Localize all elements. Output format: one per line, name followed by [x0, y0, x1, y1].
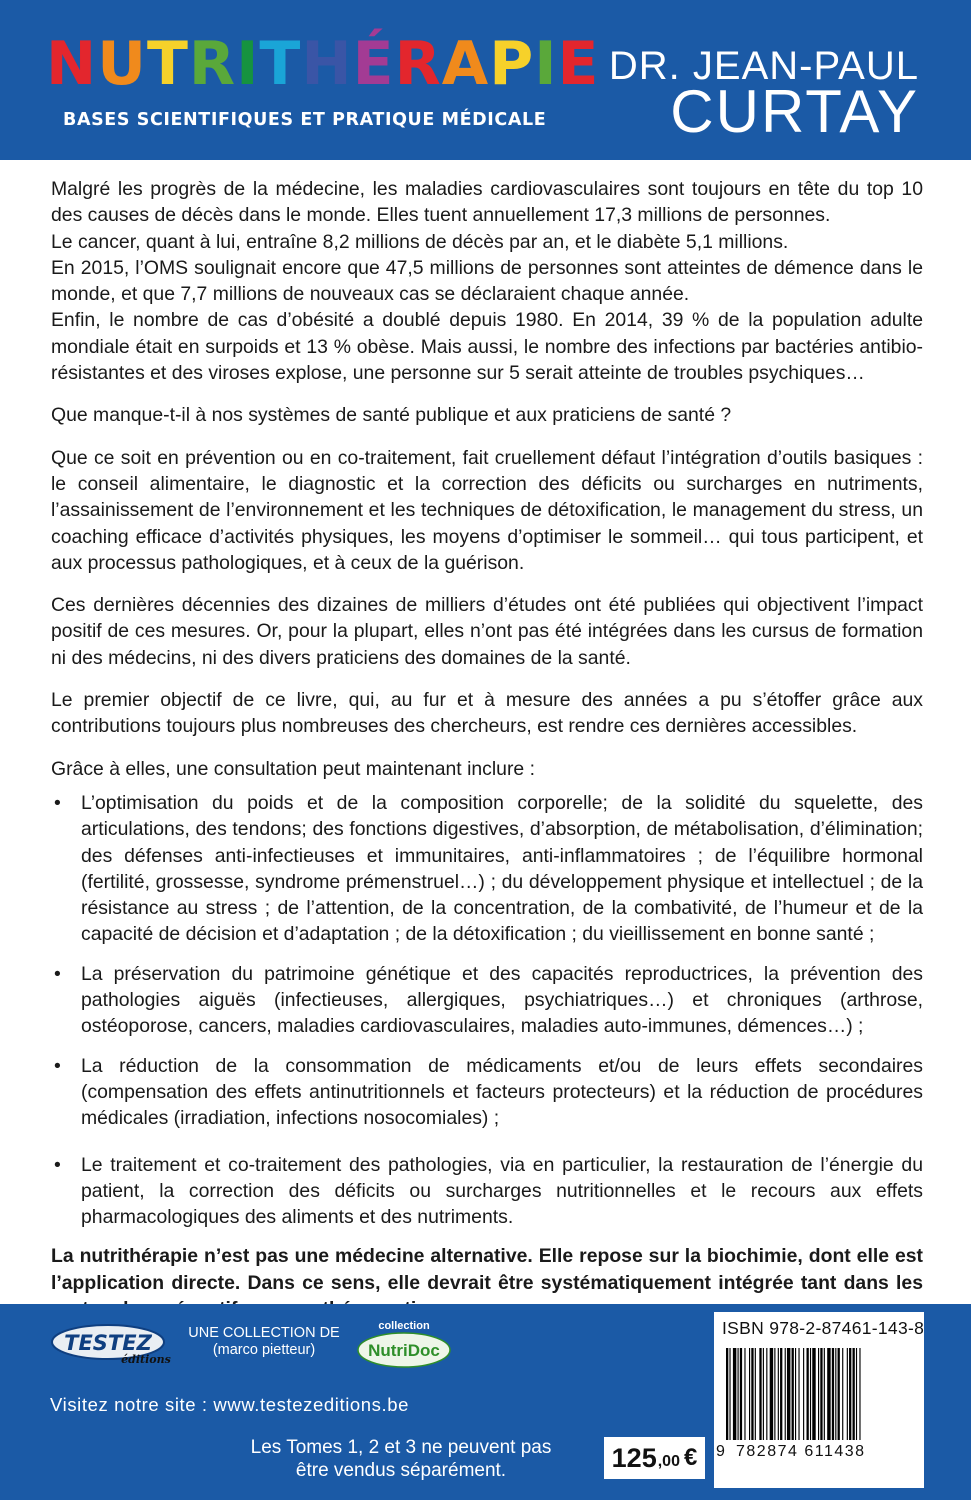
- euro-icon: €: [683, 1444, 698, 1471]
- list-item-text: Le traitement et co-traitement des pathologies, via en particulier, la restauration de l’énergie du patient, la correction des déficits ou surcharges nutritionnelles et le recours aux effets pharmacologiques des aliments et des nutriments.: [81, 1153, 923, 1229]
- isbn-number: ISBN 978-2-87461-143-8: [722, 1318, 925, 1338]
- nutridoc-logo: [354, 1318, 454, 1370]
- barcode-bar: [759, 1348, 761, 1440]
- barcode-bar: [726, 1348, 728, 1440]
- barcode-bar: [859, 1348, 860, 1440]
- barcode-bar: [785, 1348, 786, 1440]
- list-intro: Grâce à elles, une consultation peut maintenant inclure :: [51, 757, 535, 780]
- barcode-bar: [807, 1348, 809, 1440]
- barcode-bar: [729, 1348, 730, 1440]
- barcode-bar: [738, 1348, 739, 1440]
- barcode-bar: [798, 1348, 799, 1440]
- barcode-bar: [810, 1348, 811, 1440]
- price-decimals: ,00: [657, 1453, 680, 1470]
- price-main: 125: [611, 1442, 657, 1473]
- barcode-bar: [766, 1348, 767, 1440]
- barcode-bar: [812, 1348, 815, 1440]
- barcode-bar: [770, 1348, 773, 1440]
- list-item: [51, 1053, 923, 1132]
- barcode-bar: [733, 1348, 736, 1440]
- collection-label: [186, 1325, 342, 1359]
- conclusion-paragraph: La nutrithérapie n’est pas une médecine alternative. Elle repose sur la biochimie, dont elle est l’application directe. Dans ce sens, elle devrait être systématiquement intégrée tant dans les: [51, 1245, 923, 1294]
- list-item-text: L’optimisation du poids et de la composition corporelle; de la solidité du squelette, des articulations, des tendons; des fonctions digestives, d’absorption, de métabolisation, d’élimination; des défenses anti-infectieuses et immunitaires, anti-inflammatoires ; de l’équilibre hormonal (fertilité, grossesse, syndrome prémenstruel…) ; du développement physique et intellectuel ; de la résistance au stress ; de l’attention, de la concentration, de la combativité, de l’humeur et de la capacité de décision et d’adaptation ; de la détoxification ; du vieillissement en bonne santé ;: [81, 791, 923, 946]
- bullet-icon: •: [54, 791, 61, 814]
- intro-paragraph: En 2015, l’OMS soulignait encore que 47,5 millions de personnes sont atteintes de démence dans le monde, et que 7,7 millions de nouveaux cas se déclaraient chaque année.: [51, 256, 923, 306]
- barcode-bar: [847, 1348, 848, 1440]
- barcode-bar: [818, 1348, 819, 1440]
- title-letter: É: [352, 29, 395, 99]
- nutridoc-small-text: collection: [378, 1320, 430, 1332]
- list-item: [51, 1152, 923, 1231]
- list-item: [51, 790, 923, 948]
- barcode-bar: [744, 1348, 745, 1440]
- isbn-block: [714, 1312, 924, 1488]
- barcode-icon: [726, 1348, 912, 1454]
- barcode-bar: [849, 1348, 851, 1440]
- barcode-bar: [838, 1348, 840, 1440]
- barcode-bar: [763, 1348, 764, 1440]
- title-letter: I: [236, 29, 260, 99]
- bullet-icon: •: [54, 1054, 61, 1077]
- barcode-bar: [792, 1348, 794, 1440]
- tomes-note-line-1: Les Tomes 1, 2 et 3 ne peuvent pas: [250, 1437, 552, 1458]
- barcode-bar: [755, 1348, 756, 1440]
- cover-footer: [0, 1304, 971, 1500]
- title-letter: T: [146, 29, 189, 99]
- tools-paragraph: Que ce soit en prévention ou en co-traitement, fait cruellement défaut l’intégration d’outils basiques : le conseil alimentaire, le diagnostic et la correction des déficits ou surcharges en nutriments, l’assainissement de l’environnement et les techniques de détoxification, le management du stress, un coaching efficace d’activités physiques, les moyens d’optimiser le sommeil… qui tous participent, et aux processus pathologiques, et à ceux de la guérison.: [51, 446, 923, 574]
- intro-paragraph: Malgré les progrès de la médecine, les maladies cardiovasculaires sont toujours en tête du top 10 des causes de décès dans le monde. Elles tuent annuellement 17,3 millions de personnes.: [51, 178, 923, 227]
- book-title: [46, 29, 600, 99]
- back-cover-text: [51, 176, 923, 1338]
- collection-line-1: UNE COLLECTION DE: [188, 1325, 340, 1341]
- price-tag: [604, 1437, 705, 1479]
- title-letter: P: [489, 29, 535, 99]
- intro-paragraph: Le cancer, quant à lui, entraîne 8,2 millions de décès par an, et le diabète 5,1 millions.: [51, 230, 789, 253]
- author-last-name: CURTAY: [670, 78, 919, 145]
- list-item-text: La réduction de la consommation de médicaments et/ou de leurs effets secondaires (compensation des effets antinutritionnels et facteurs protecteurs) et la réduction de procédures médicales (irradiation, infections nosocomiales) ;: [81, 1054, 923, 1130]
- barcode-bar: [795, 1348, 796, 1440]
- barcode-bar: [827, 1348, 830, 1440]
- testez-logo-text: TESTEZ: [64, 1331, 152, 1355]
- objective-paragraph: Le premier objectif de ce livre, qui, au fur et à mesure des années a pu s’étoffer grâce aux contributions toujours plus nombreuses des chercheurs, est rendre ces dernières accessibles.: [51, 689, 923, 738]
- barcode-digits: 782874 611438: [736, 1443, 866, 1460]
- title-letter: A: [441, 29, 490, 99]
- intro-paragraph: Enfin, le nombre de cas d’obésité a doublé depuis 1980. En 2014, 39 % de la population adulte mondiale était en surpoids et 13 % obèse. Mais aussi, le nombre des infections par bactéries antibio-résistantes et des viroses explose, une personne sur 5 serait atteinte de troubles psychiques…: [51, 309, 923, 385]
- title-letter: I: [534, 29, 558, 99]
- collection-line-2: (marco pietteur): [212, 1342, 316, 1358]
- barcode-bar: [740, 1348, 742, 1440]
- title-letter: N: [46, 29, 98, 99]
- barcode-bar: [842, 1348, 843, 1440]
- barcode-bar: [778, 1348, 779, 1440]
- barcode-bar: [832, 1348, 834, 1440]
- title-letter: H: [301, 29, 353, 99]
- title-letter: U: [97, 29, 147, 99]
- barcode-bar: [774, 1348, 775, 1440]
- title-letter: T: [259, 29, 302, 99]
- author-first-name: DR. JEAN-PAUL: [608, 44, 919, 88]
- testez-editions-logo: [50, 1323, 174, 1365]
- barcode-bar: [824, 1348, 825, 1440]
- testez-logo-subtext: éditions: [121, 1353, 171, 1365]
- studies-paragraph: Ces dernières décennies des dizaines de milliers d’études ont été publiées qui objectivent l’impact positif de ces mesures. Or, pour la plupart, elles n’ont pas été intégrées dans les cursus de formation ni des médecins, ni des divers praticiens des domaines de la santé.: [51, 594, 923, 669]
- list-item: [51, 961, 923, 1040]
- book-subtitle: BASES SCIENTIFIQUES ET PRATIQUE MÉDICALE: [63, 110, 547, 130]
- barcode-first-digit: 9: [716, 1443, 725, 1460]
- list-item-text: La préservation du patrimoine génétique et des capacités reproductrices, la prévention des pathologies aiguës (infectieuses, allergiques, psychiatriques…) et chroniques (arthrose, ostéoporose, cancers, maladies cardiovasculaires, maladies auto-immunes, démences…) ;: [81, 962, 923, 1038]
- barcode-bar: [751, 1348, 753, 1440]
- benefits-list: [51, 790, 923, 1230]
- bullet-icon: •: [54, 1153, 61, 1176]
- tomes-note-line-2: être vendus séparément.: [295, 1460, 507, 1481]
- barcode-bar: [835, 1348, 836, 1440]
- barcode-bar: [803, 1348, 804, 1440]
- barcode-bar: [780, 1348, 782, 1440]
- barcode-bar: [787, 1348, 790, 1440]
- title-letter: R: [188, 29, 237, 99]
- title-letter: R: [394, 29, 442, 99]
- barcode-bar: [820, 1348, 822, 1440]
- bullet-icon: •: [54, 962, 61, 985]
- tomes-note: [226, 1436, 576, 1482]
- nutridoc-name-text: NutriDoc: [368, 1341, 440, 1360]
- barcode-bar: [856, 1348, 857, 1440]
- cover-header: [0, 0, 971, 160]
- barcode-bar: [853, 1348, 855, 1440]
- title-letter: E: [557, 29, 600, 99]
- website-link[interactable]: Visitez notre site : www.testezeditions.be: [50, 1394, 410, 1415]
- question-paragraph: Que manque-t-il à nos systèmes de santé publique et aux praticiens de santé ?: [51, 404, 732, 427]
- barcode-bar: [749, 1348, 750, 1440]
